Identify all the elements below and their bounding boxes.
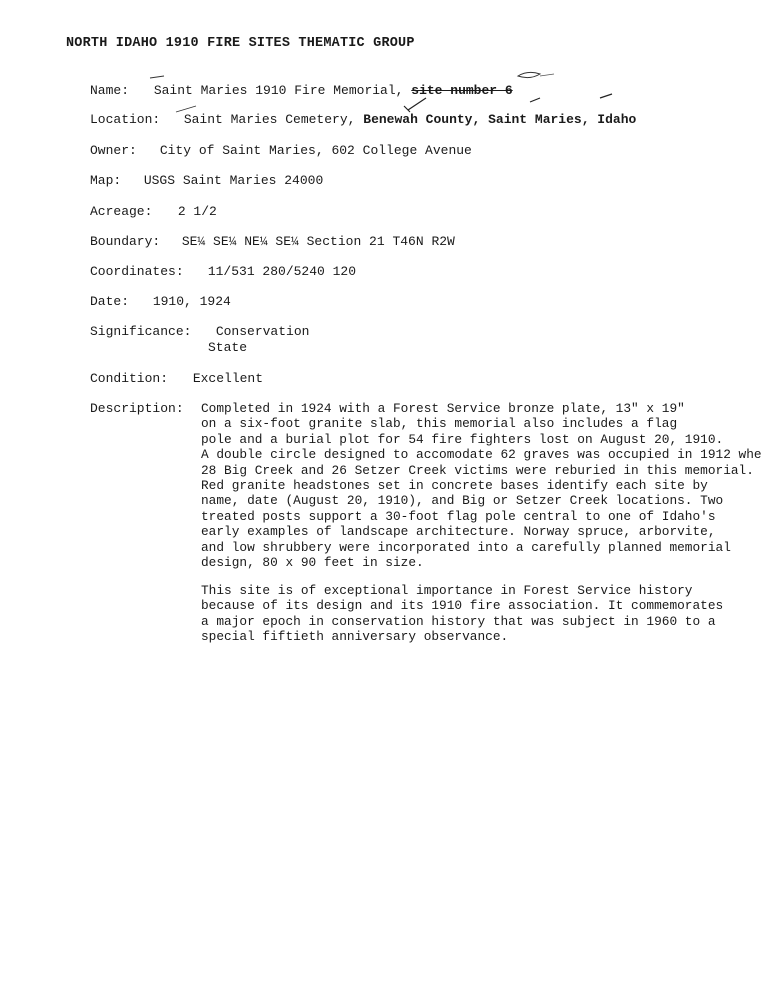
- description-line: a major epoch in conservation history that was subject in 1960 to a: [201, 613, 716, 629]
- date-label: Date:: [90, 294, 130, 309]
- coordinates-label: Coordinates:: [90, 264, 184, 279]
- field-location: [90, 112, 636, 127]
- acreage-label: Acreage:: [90, 204, 153, 219]
- description-label: Description:: [90, 401, 184, 416]
- map-value: USGS Saint Maries 24000: [143, 173, 324, 188]
- significance-value-1: Conservation: [215, 324, 310, 339]
- coordinates-value: 11/531 280/5240 120: [207, 264, 357, 279]
- date-value: 1910, 1924: [152, 294, 231, 309]
- name-label: Name:: [90, 83, 130, 98]
- field-condition: [90, 371, 263, 386]
- significance-value-2: State: [208, 340, 248, 355]
- description-line: early examples of landscape architecture. Norway spruce, arborvite,: [201, 524, 716, 540]
- boundary-label: Boundary:: [90, 234, 161, 249]
- location-label: Location:: [90, 112, 161, 127]
- description-paragraph-2: [201, 583, 723, 645]
- field-coordinates: [90, 264, 356, 279]
- boundary-value: SE¼ SE¼ NE¼ SE¼ Section 21 T46N R2W: [181, 234, 455, 249]
- description-line: 28 Big Creek and 26 Setzer Creek victims were reburied in this memorial.: [201, 462, 754, 478]
- description-paragraph-1: [201, 401, 762, 570]
- field-owner: [90, 143, 472, 158]
- description-line: This site is of exceptional importance in Forest Service history: [201, 583, 693, 598]
- owner-label: Owner:: [90, 143, 137, 158]
- description-line: because of its design and its 1910 fire association. It commemorates: [201, 598, 724, 614]
- field-acreage: [90, 204, 217, 219]
- location-value: Saint Maries Cemetery,: [183, 112, 356, 127]
- description-line: design, 80 x 90 feet in size.: [201, 555, 424, 571]
- map-label: Map:: [90, 173, 122, 188]
- description-line: pole and a burial plot for 54 fire fighters lost on August 20, 1910.: [201, 431, 724, 447]
- owner-value: City of Saint Maries, 602 College Avenue: [159, 143, 472, 158]
- field-date: [90, 294, 231, 309]
- field-name: [90, 83, 513, 98]
- handwritten-marks: [0, 0, 779, 160]
- description-line: on a six-foot granite slab, this memorial also includes a flag: [201, 416, 678, 432]
- condition-label: Condition:: [90, 371, 169, 386]
- description-line: and low shrubbery were incorporated into a carefully planned memorial: [201, 539, 731, 555]
- acreage-value: 2 1/2: [177, 204, 217, 219]
- location-value-typed: Benewah County, Saint Maries, Idaho: [363, 112, 637, 127]
- field-significance: [90, 324, 309, 339]
- field-map: [90, 173, 323, 188]
- document-title: NORTH IDAHO 1910 FIRE SITES THEMATIC GROUP: [66, 36, 415, 51]
- field-boundary: [90, 234, 455, 249]
- significance-label: Significance:: [90, 324, 192, 339]
- description-line: treated posts support a 30-foot flag pole central to one of Idaho's: [201, 508, 716, 524]
- name-value: Saint Maries 1910 Fire Memorial,: [153, 83, 404, 98]
- name-struck-text: site number 6: [411, 83, 513, 98]
- description-line: Completed in 1924 with a Forest Service bronze plate, 13" x 19": [201, 401, 685, 416]
- description-line: A double circle designed to accomodate 62 graves was occupied in 1912 whe: [201, 447, 762, 463]
- description-line: special fiftieth anniversary observance.: [201, 629, 509, 645]
- condition-value: Excellent: [192, 371, 264, 386]
- description-line: Red granite headstones set in concrete bases identify each site by: [201, 478, 708, 494]
- description-line: name, date (August 20, 1910), and Big or Setzer Creek locations. Two: [201, 493, 724, 509]
